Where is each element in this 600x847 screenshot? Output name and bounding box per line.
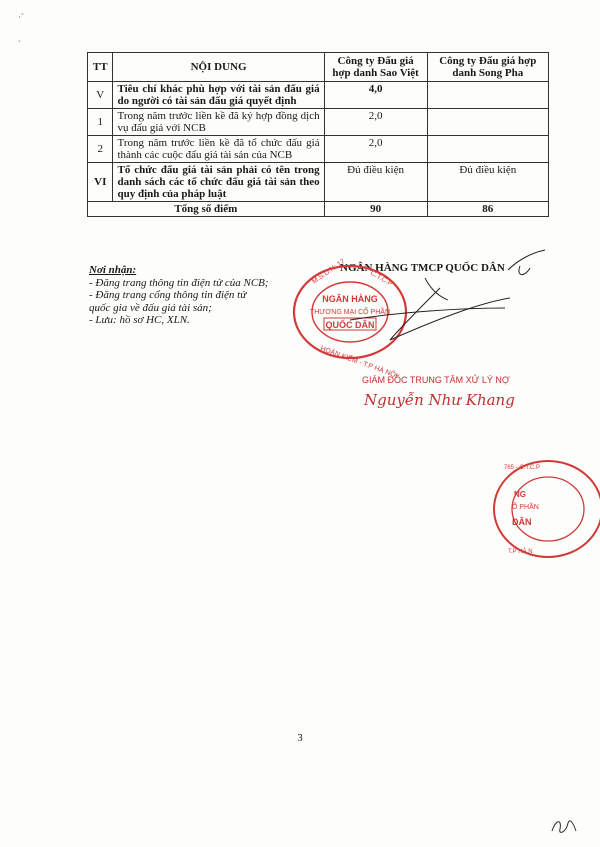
row-content: Trong năm trước liền kề đã ký hợp đồng dịch vụ đấu giá với NCB — [113, 109, 324, 136]
signing-organization: NGÂN HÀNG TMCP QUỐC DÂN — [340, 262, 505, 274]
row-score-a: 2,0 — [324, 109, 427, 136]
row-content: Trong năm trước liền kề đã tổ chức đấu giá thành các cuộc đấu giá tài sản của NCB — [113, 136, 324, 163]
recipient-item: - Đăng trang thông tin điện tử của NCB; — [89, 276, 269, 289]
row-tt: 1 — [88, 109, 113, 136]
total-label: Tổng số điểm — [88, 202, 325, 217]
header-company-b: Công ty Đấu giá hợp danh Song Pha — [427, 53, 548, 82]
header-tt: TT — [88, 53, 113, 82]
table-header-row — [88, 53, 549, 82]
header-company-a: Công ty Đấu giá hợp danh Sao Việt — [324, 53, 427, 82]
scan-specks: ·ˋ ˏ — [18, 12, 24, 42]
row-score-b: Đủ điều kiện — [427, 163, 548, 202]
svg-text:DÂN: DÂN — [512, 517, 532, 527]
page-number: 3 — [297, 732, 303, 744]
row-score-b — [427, 82, 548, 109]
table-row — [88, 163, 549, 202]
initial-mark — [548, 815, 580, 837]
evaluation-table — [87, 52, 549, 217]
row-score-a: Đủ điều kiện — [324, 163, 427, 202]
row-score-a: 2,0 — [324, 136, 427, 163]
svg-text:NGÂN HÀNG: NGÂN HÀNG — [322, 294, 378, 304]
svg-text:QUỐC DÂN: QUỐC DÂN — [325, 320, 375, 330]
header-content: NỘI DUNG — [113, 53, 324, 82]
total-score-a: 90 — [324, 202, 427, 217]
total-row — [88, 202, 549, 217]
recipient-item: - Lưu: hồ sơ HC, XLN. — [89, 314, 190, 326]
row-content: Tiêu chí khác phù hợp với tài sản đấu giá do người có tài sản đấu giá quyết định — [113, 82, 324, 109]
signer-role: GIÁM ĐỐC TRUNG TÂM XỬ LÝ NỢ — [362, 375, 510, 385]
recipients-block — [89, 264, 269, 327]
total-score-b: 86 — [427, 202, 548, 217]
svg-text:Ổ PHẦN: Ổ PHẦN — [512, 504, 539, 511]
row-score-b — [427, 109, 548, 136]
svg-text:NG: NG — [514, 490, 526, 499]
partial-seal-stamp — [490, 455, 560, 565]
row-score-a: 4,0 — [324, 82, 427, 109]
svg-text:M.S.D.N: 17: M.S.D.N: 17 — [311, 258, 347, 286]
handwritten-signature — [330, 248, 560, 358]
svg-text:C.T.C.P: C.T.C.P — [369, 269, 394, 288]
recipients-title: Nơi nhận: — [89, 264, 137, 276]
table-row — [88, 109, 549, 136]
svg-text:HOÀN KIẾM - T.P HÀ NỘI: HOÀN KIẾM - T.P HÀ NỘI — [319, 345, 399, 380]
signer-name: Nguyễn Như Khang — [364, 391, 515, 409]
svg-text:765 - C.T.C.P: 765 - C.T.C.P — [504, 465, 541, 471]
row-content: Tổ chức đấu giá tài sản phải có tên trong danh sách các tổ chức đấu giá tài sản theo quy định của pháp luật — [113, 163, 324, 202]
row-tt: 2 — [88, 136, 113, 163]
row-score-b — [427, 136, 548, 163]
row-tt: VI — [88, 163, 113, 202]
row-tt: V — [88, 82, 113, 109]
table-row — [88, 136, 549, 163]
svg-text:T.P HÀ N: T.P HÀ N — [508, 549, 533, 555]
recipient-item: - Đăng trang cổng thông tin điện tử quốc gia về đấu giá tài sản; — [89, 289, 247, 314]
table-row — [88, 82, 549, 109]
svg-text:THƯƠNG MẠI CỔ PHẦN: THƯƠNG MẠI CỔ PHẦN — [309, 309, 391, 316]
